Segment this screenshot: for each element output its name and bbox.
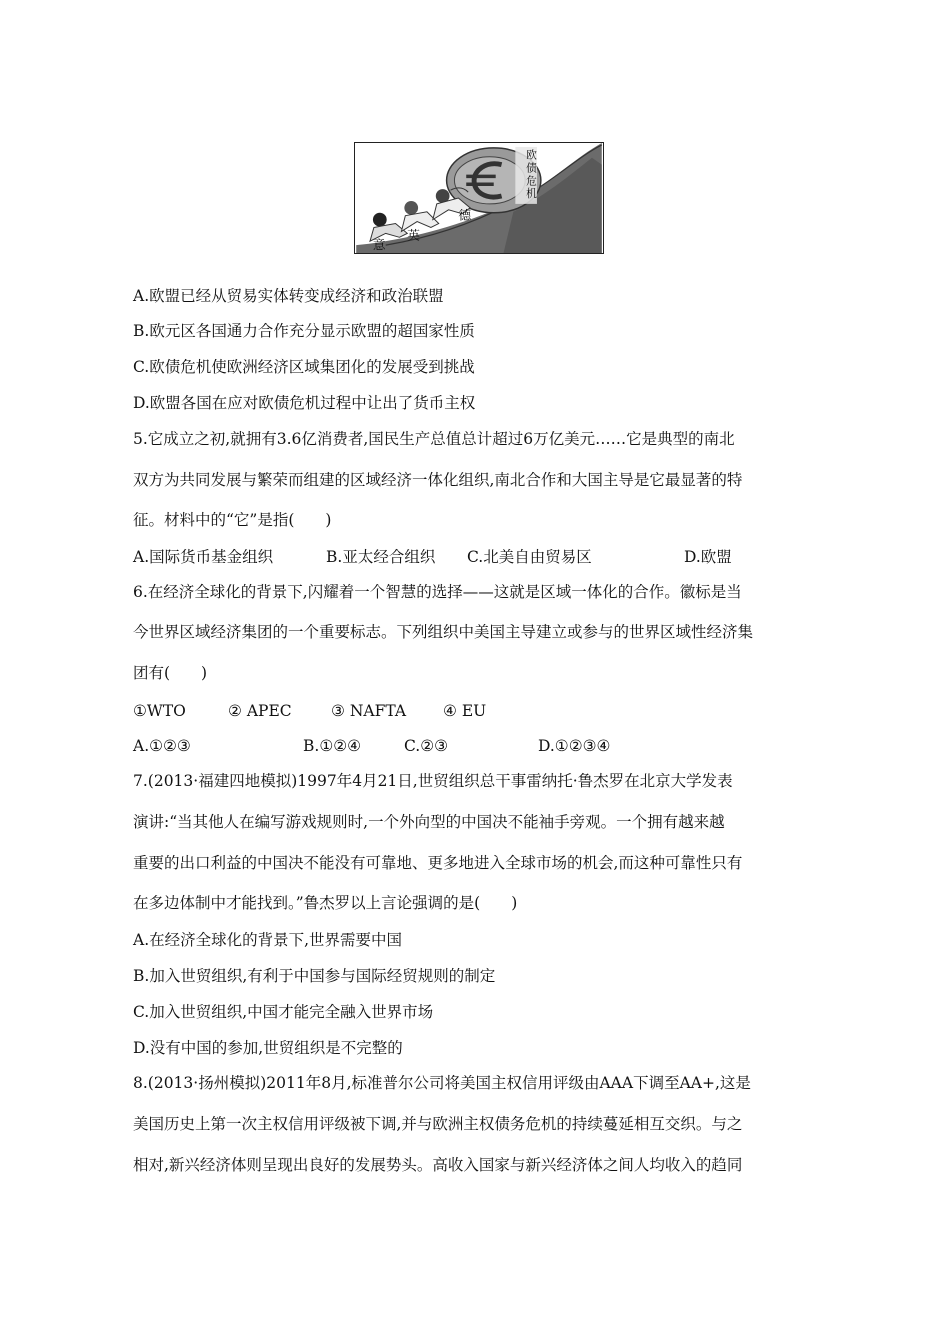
q4-option-d: D.欧盟各国在应对欧债危机过程中让出了货币主权: [133, 394, 476, 412]
q6-stem-line-3: 团有( ): [133, 664, 208, 682]
q5-option-c: C.北美自由贸易区: [467, 548, 592, 566]
q6-item-3: ③ NAFTA: [331, 702, 407, 720]
q6-option-a: A.①②③: [133, 737, 191, 755]
q7-option-a: A.在经济全球化的背景下,世界需要中国: [133, 931, 403, 949]
coin-label-char: 债: [526, 161, 537, 175]
q5-stem-line-3: 征。材料中的“它”是指( ): [133, 511, 332, 529]
person-label-uk: 英: [407, 228, 421, 244]
q7-stem-line-3: 重要的出口利益的中国决不能没有可靠地、更多地进入全球市场的机会,而这种可靠性只有: [133, 854, 743, 872]
person-label-italy: 意: [372, 238, 386, 253]
q6-item-4: ④ EU: [443, 702, 487, 720]
q8-stem-line-3: 相对,新兴经济体则呈现出良好的发展势头。高收入国家与新兴经济体之间人均收入的趋同: [133, 1156, 743, 1174]
q6-option-b: B.①②④: [303, 737, 362, 755]
coin-label-char: 欧: [526, 148, 537, 162]
q5-option-d: D.欧盟: [684, 548, 732, 566]
cartoon-drawing: [355, 143, 603, 253]
q6-option-c: C.②③: [404, 737, 449, 755]
q4-option-b: B.欧元区各国通力合作充分显示欧盟的超国家性质: [133, 322, 475, 340]
q7-option-c: C.加入世贸组织,中国才能完全融入世界市场: [133, 1003, 434, 1021]
q6-item-2: ② APEC: [228, 702, 292, 720]
q4-option-c: C.欧债危机使欧洲经济区域集团化的发展受到挑战: [133, 358, 475, 376]
euro-debt-crisis-cartoon: [354, 142, 604, 254]
q8-stem-line-2: 美国历史上第一次主权信用评级被下调,并与欧洲主权债务危机的持续蔓延相互交织。与之: [133, 1115, 743, 1133]
q4-option-a: A.欧盟已经从贸易实体转变成经济和政治联盟: [133, 287, 444, 305]
q7-stem-line-4: 在多边体制中才能找到。”鲁杰罗以上言论强调的是( ): [133, 894, 518, 912]
q6-options: [133, 736, 610, 756]
q6-stem-line-2: 今世界区域经济集团的一个重要标志。下列组织中美国主导建立或参与的世界区域性经济集: [133, 623, 754, 641]
person-label-germany: 德: [458, 208, 472, 224]
q7-option-d: D.没有中国的参加,世贸组织是不完整的: [133, 1039, 403, 1057]
q5-stem-line-2: 双方为共同发展与繁荣而组建的区域经济一体化组织,南北合作和大国主导是它最显著的特: [133, 471, 743, 489]
q7-stem-line-1: 7.(2013·福建四地模拟)1997年4月21日,世贸组织总干事雷纳托·鲁杰罗在北京大学发表: [133, 772, 733, 790]
q6-stem-line-1: 6.在经济全球化的背景下,闪耀着一个智慧的选择——这就是区域一体化的合作。徽标是当: [133, 583, 742, 601]
q6-items: [133, 701, 486, 721]
q7-stem-line-2: 演讲:“当其他人在编写游戏规则时,一个外向型的中国决不能袖手旁观。一个拥有越来越: [133, 813, 725, 831]
q8-stem-line-1: 8.(2013·扬州模拟)2011年8月,标准普尔公司将美国主权信用评级由AAA下调至AA+,这是: [133, 1074, 751, 1092]
coin-label-char: 危: [526, 174, 537, 188]
q5-options: [133, 547, 732, 567]
q6-item-1: ①WTO: [133, 702, 186, 720]
q6-option-d: D.①②③④: [538, 737, 611, 755]
q5-option-a: A.国际货币基金组织: [133, 548, 274, 566]
q5-stem-line-1: 5.它成立之初,就拥有3.6亿消费者,国民生产总值总计超过6万亿美元……它是典型的南北: [133, 430, 735, 448]
q5-option-b: B.亚太经合组织: [326, 548, 436, 566]
q7-option-b: B.加入世贸组织,有利于中国参与国际经贸规则的制定: [133, 967, 496, 985]
coin-label-char: 机: [526, 187, 537, 201]
